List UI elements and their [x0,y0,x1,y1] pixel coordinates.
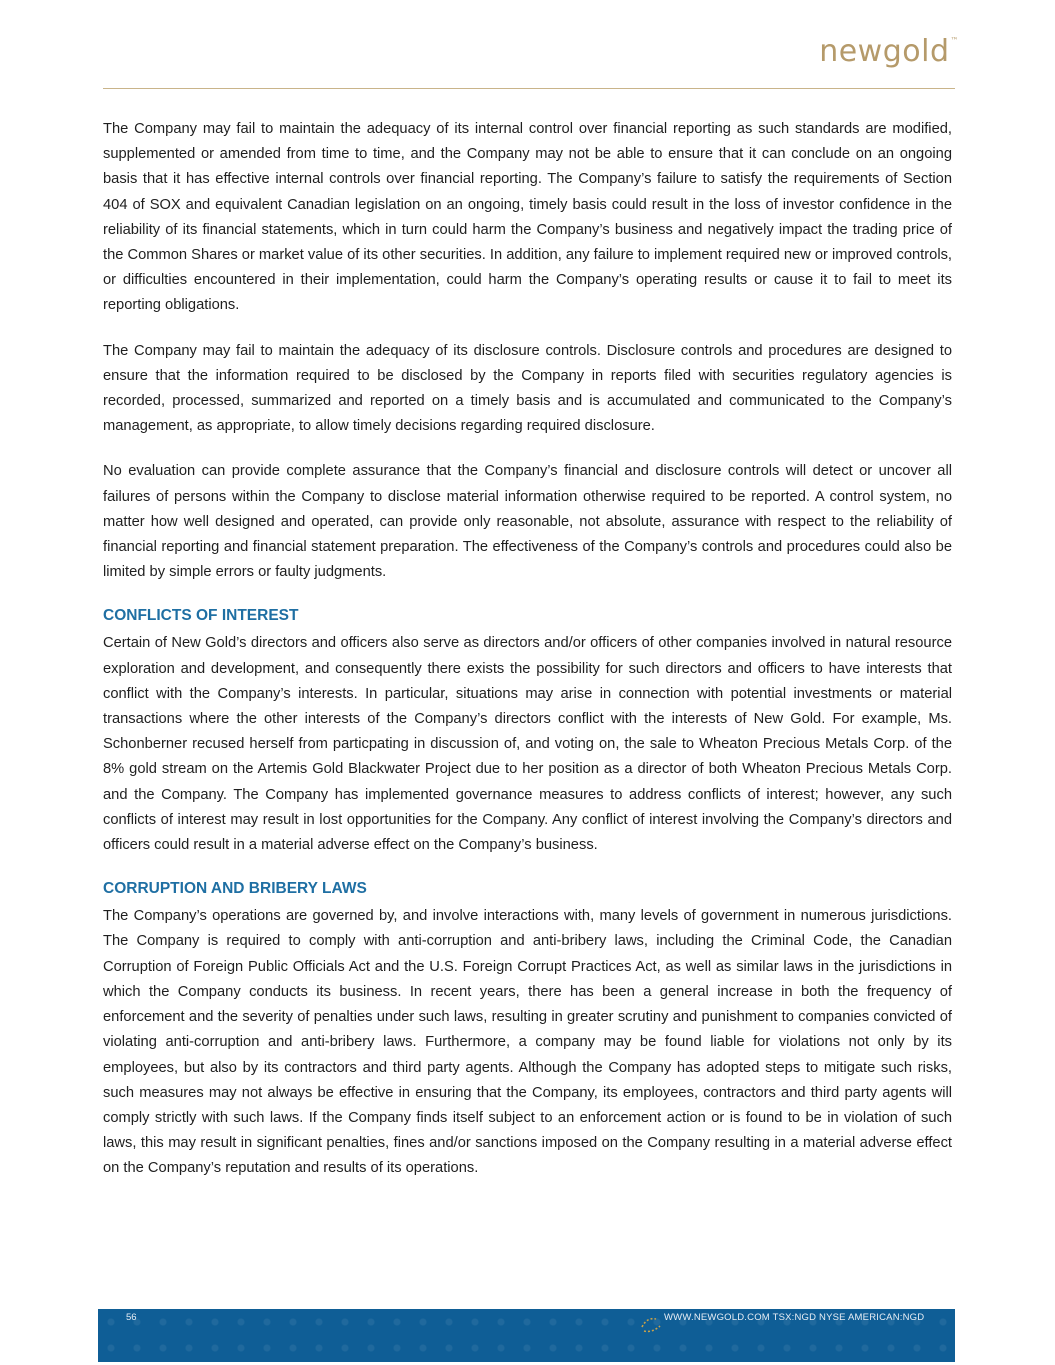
paragraph-disclosure-controls: The Company may fail to maintain the adequacy of its disclosure controls. Disclosure controls and procedures are designed to ensure that the information required to be disclosed by the Company in reports filed with securities regulatory agencies is recorded, processed, summarized and reported on a timely basis and is accumulated and communicated to the Company’s management, as appropriate, to allow timely decisions regarding required disclosure. [103,342,952,435]
logo-text: newgold [819,34,950,69]
section-heading-conflicts: CONFLICTS OF INTEREST [103,607,299,625]
paragraph-conflicts: Certain of New Gold’s directors and officers also serve as directors and/or officers of other companies involved in natural resource exploration and development, and consequently there exists the possibility for such directors and officers to have interests that conflict with the Company’s interests. In particular, situations may arise in connection with potential investments or material transactions where the other interests of the Company’s directors conflict with the interests of New Gold. For example, Ms. Schonberner recused herself from particpating in discussion of, and voting on, the sale to Wheaton Precious Metals Corp. of the 8% gold stream on the Artemis Gold Blackwater Project due to her position as a director of both Wheaton Precious Metals Corp. and the Company. The Company has implemented governance measures to address conflicts of interest; however, any such conflicts of interest may result in lost opportunities for the Company. Any conflict of interest involving the Company’s directors and officers could result in a material adverse effect on the Company’s business. [103,635,952,854]
logo-trademark: ™ [950,36,959,45]
document-body [103,117,952,1202]
paragraph-evaluation: No evaluation can provide complete assurance that the Company’s financial and disclosure controls will detect or uncover all failures of persons within the Company to disclose material information otherwise required to be reported. A control system, no matter how well designed and operated, can provide only reasonable, not absolute, assurance with respect to the reliability of financial reporting and financial statement preparation. The effectiveness of the Company’s controls and procedures could also be limited by simple errors or faulty judgments. [103,463,952,581]
page-number: 56 [126,1312,137,1323]
paragraph-corruption: The Company’s operations are governed by, and involve interactions with, many levels of government in numerous jurisdictions. The Company is required to comply with anti-corruption and anti-bribery laws, including the Criminal Code, the Canadian Corruption of Foreign Public Officials Act and the U.S. Foreign Corrupt Practices Act, as well as similar laws in the jurisdictions in which the Company conducts its business. In recent years, there has been a general increase in both the frequency of enforcement and the severity of penalties under such laws, resulting in greater scrutiny and punishment to companies convicted of violating anti-corruption and anti-bribery laws. Furthermore, a company may be found liable for violations not only by its employees, but also by its contractors and third party agents. Although the Company has adopted steps to mitigate such risks, such measures may not always be effective in ensuring that the Company, its employees, contractors and third party agents will comply strictly with such laws. If the Company finds itself subject to an enforcement action or is found to be in violation of such laws, this may result in significant penalties, fines and/or sanctions imposed on the Company resulting in a material adverse effect on the Company’s reputation and results of its operations. [103,908,952,1177]
footer-contact: WWW.NEWGOLD.COM TSX:NGD NYSE AMERICAN:NGD [664,1312,925,1323]
header-divider [103,88,955,89]
gold-swirl-icon [638,1313,666,1335]
company-logo [819,34,959,69]
section-heading-corruption: CORRUPTION AND BRIBERY LAWS [103,880,367,898]
paragraph-internal-control: The Company may fail to maintain the adequacy of its internal control over financial reporting as such standards are modified, supplemented or amended from time to time, and the Company may not be able to ensure that it can conclude on an ongoing basis that it has effective internal controls over financial reporting. The Company’s failure to satisfy the requirements of Section 404 of SOX and equivalent Canadian legislation on an ongoing, timely basis could result in the loss of investor confidence in the reliability of its financial statements, which in turn could harm the Company’s business and negatively impact the trading price of the Common Shares or market value of its other securities. In addition, any failure to implement required new or improved controls, or difficulties encountered in their implementation, could harm the Company’s operating results or cause it to fail to meet its reporting obligations. [103,121,953,314]
page-footer [98,1309,955,1362]
